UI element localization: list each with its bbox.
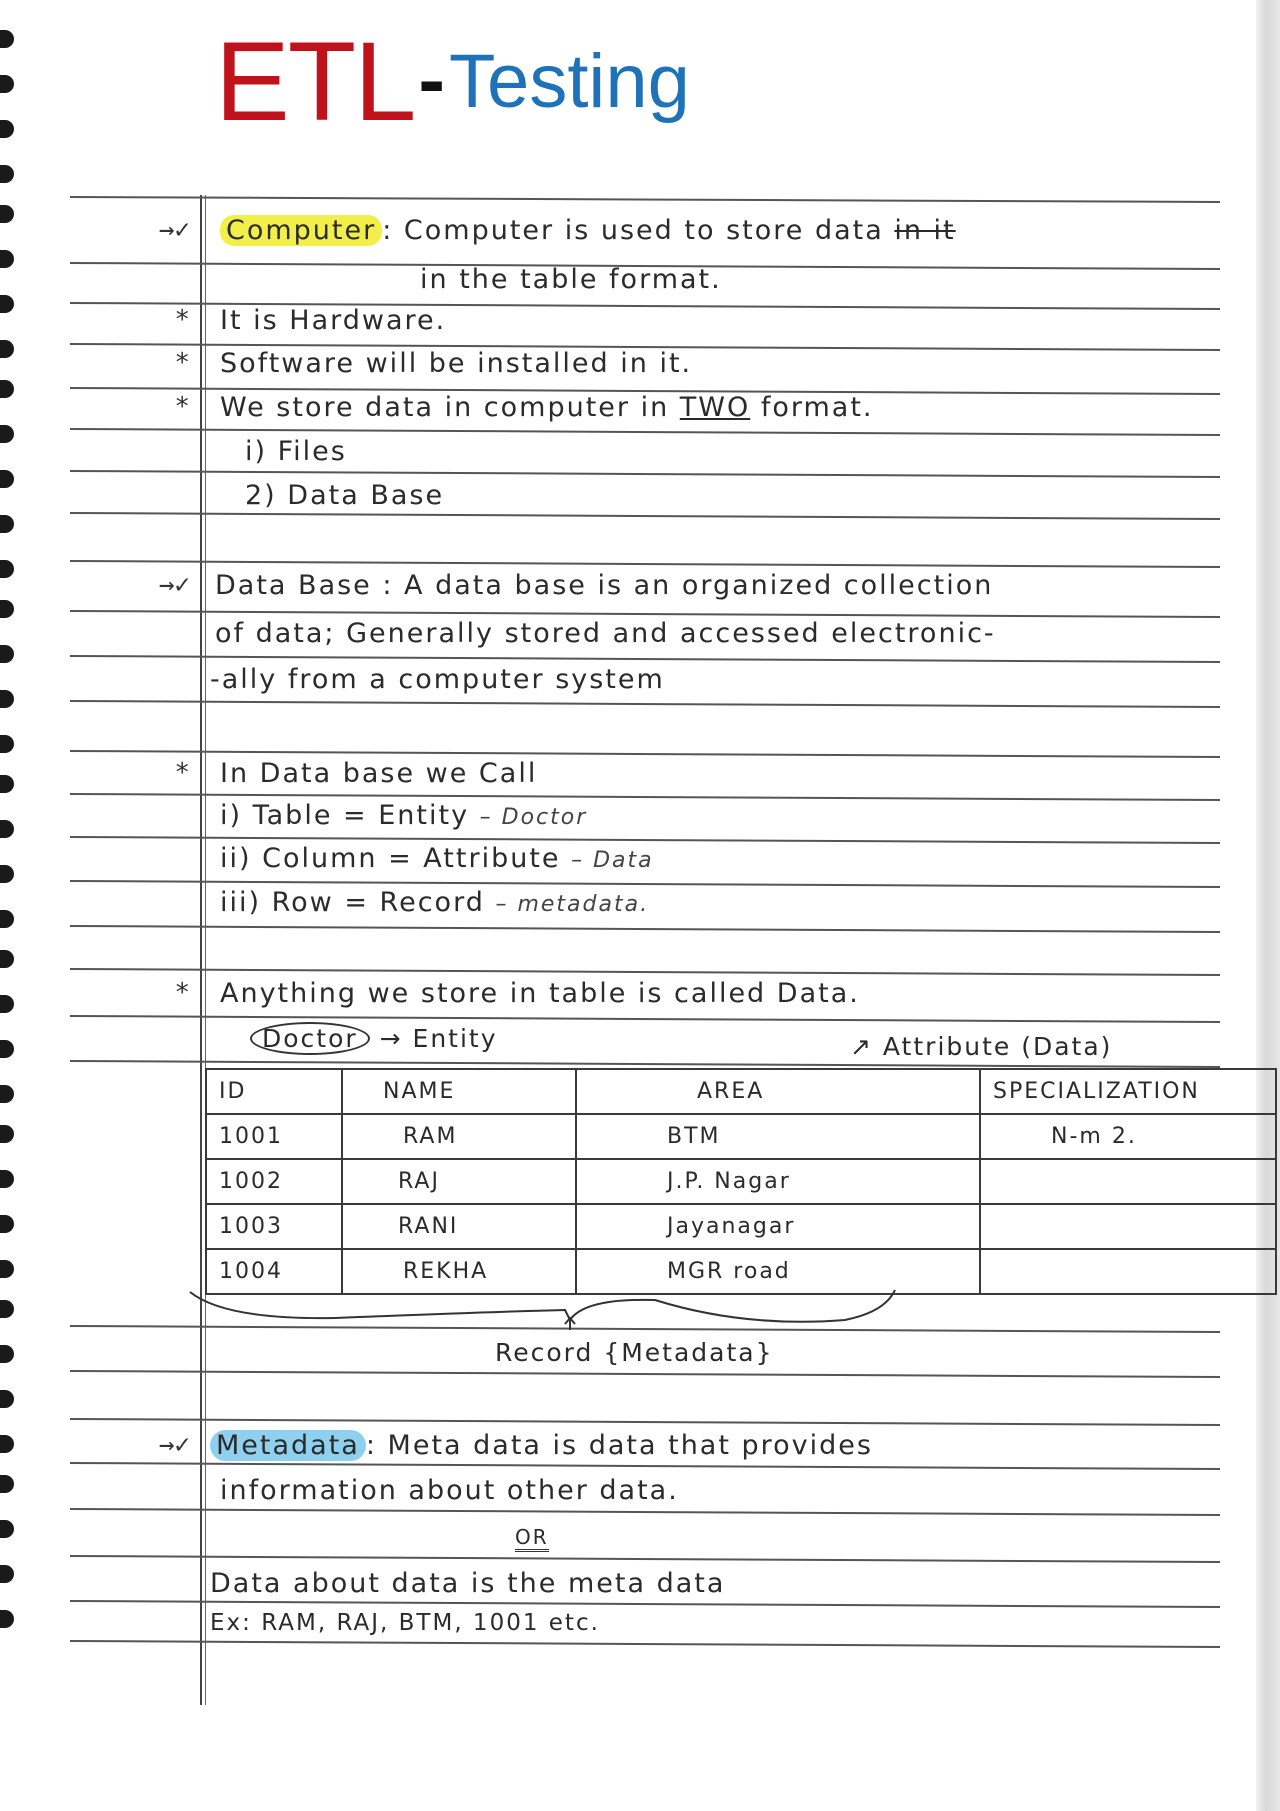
computer-definition xyxy=(0,215,1220,255)
attribute-annotation: ↗ Attribute (Data) xyxy=(850,1032,1113,1061)
term-row: iii) Row = Record – metadata. xyxy=(220,887,650,918)
binding-hole xyxy=(0,75,14,93)
cell-name: RAM xyxy=(342,1114,576,1159)
title-etl: ETL xyxy=(215,19,415,144)
binding-hole xyxy=(0,1125,14,1143)
cell-specialization: N-m 2. xyxy=(980,1114,1276,1159)
table-row xyxy=(206,1249,1276,1294)
binding-hole xyxy=(0,120,14,138)
database-definition-line3: -ally from a computer system xyxy=(210,664,665,695)
title-dash: - xyxy=(418,35,446,124)
database-definition-line2: of data; Generally stored and accessed electronic- xyxy=(215,618,996,649)
cell-id: 1004 xyxy=(206,1249,342,1294)
term-column: ii) Column = Attribute – Data xyxy=(220,843,654,874)
cell-area: MGR road xyxy=(576,1249,980,1294)
struck-text: in it xyxy=(894,215,956,246)
binding-hole xyxy=(0,165,14,183)
ruled-line xyxy=(70,560,1220,568)
binding-hole xyxy=(0,1390,14,1408)
asterisk-icon: * xyxy=(174,392,190,422)
entity-doctor: Doctor xyxy=(250,1022,370,1055)
header-area: AREA xyxy=(576,1069,980,1114)
metadata-definition: →✓ Metadata : Meta data is data that provides xyxy=(0,1430,1220,1470)
emphasis-two: TWO xyxy=(679,392,751,423)
header-specialization: SPECIALIZATION xyxy=(980,1069,1276,1114)
asterisk-icon: * xyxy=(174,305,190,335)
term-metadata: Metadata xyxy=(210,1430,366,1461)
ruled-line xyxy=(70,968,1220,976)
arrow-check-icon: →✓ xyxy=(158,570,190,600)
format-database: 2) Data Base xyxy=(245,480,445,511)
point-software: * Software will be installed in it. xyxy=(0,348,1220,388)
table-row xyxy=(206,1204,1276,1249)
cell-specialization xyxy=(980,1249,1276,1294)
metadata-alt-definition: Data about data is the meta data xyxy=(210,1568,726,1599)
entity-annotation: Doctor → Entity ↗ Attribute (Data) xyxy=(0,1022,1220,1062)
cell-area: J.P. Nagar xyxy=(576,1159,980,1204)
header-id: ID xyxy=(206,1069,342,1114)
asterisk-icon: * xyxy=(174,348,190,378)
cell-name: RAJ xyxy=(342,1159,576,1204)
point-two-formats: * We store data in computer in TWO format. xyxy=(0,392,1220,432)
binding-hole xyxy=(0,1215,14,1233)
computer-definition-text: : Computer is used to store data xyxy=(382,215,884,246)
page-edge-shadow xyxy=(1256,0,1280,1811)
asterisk-icon: * xyxy=(174,978,190,1008)
arrow-check-icon: →✓ xyxy=(158,1430,190,1460)
binding-hole xyxy=(0,1260,14,1278)
cell-area: BTM xyxy=(576,1114,980,1159)
cell-id: 1002 xyxy=(206,1159,342,1204)
cell-specialization xyxy=(980,1204,1276,1249)
record-brace-icon xyxy=(185,1290,905,1330)
computer-definition-cont: in the table format. xyxy=(420,264,722,295)
binding-hole xyxy=(0,735,14,753)
database-definition: →✓ Data Base : A data base is an organized collection xyxy=(0,570,1220,610)
ruled-line xyxy=(70,750,1220,758)
cell-id: 1001 xyxy=(206,1114,342,1159)
cell-area: Jayanagar xyxy=(576,1204,980,1249)
point-hardware: * It is Hardware. xyxy=(0,305,1220,345)
table-row xyxy=(206,1114,1276,1159)
title-testing: Testing xyxy=(449,39,690,124)
header-name: NAME xyxy=(342,1069,576,1114)
binding-hole xyxy=(0,1300,14,1318)
cell-specialization xyxy=(980,1159,1276,1204)
format-files: i) Files xyxy=(245,436,347,467)
terms-heading: * In Data base we Call xyxy=(0,758,1220,798)
binding-hole xyxy=(0,950,14,968)
cell-name: RANI xyxy=(342,1204,576,1249)
cell-id: 1003 xyxy=(206,1204,342,1249)
term-computer: Computer xyxy=(220,215,382,246)
metadata-example: Ex: RAM, RAJ, BTM, 1001 etc. xyxy=(210,1610,600,1636)
arrow-check-icon: →✓ xyxy=(158,215,190,245)
metadata-definition-line2: information about other data. xyxy=(220,1475,679,1506)
binding-hole xyxy=(0,1170,14,1188)
table-header-row xyxy=(206,1069,1276,1114)
record-label: Record {Metadata} xyxy=(495,1338,774,1367)
cell-name: REKHA xyxy=(342,1249,576,1294)
data-statement: * Anything we store in table is called Data. xyxy=(0,978,1220,1018)
ruled-line xyxy=(70,1418,1220,1426)
binding-hole xyxy=(0,1085,14,1103)
table-row xyxy=(206,1159,1276,1204)
binding-hole xyxy=(0,30,14,48)
ruled-line xyxy=(70,196,1220,203)
or-separator: OR xyxy=(0,1525,1220,1565)
asterisk-icon: * xyxy=(174,758,190,788)
page-title xyxy=(215,19,690,144)
term-table: i) Table = Entity – Doctor xyxy=(220,800,588,831)
ruled-line xyxy=(70,610,1220,618)
doctor-table xyxy=(205,1068,1277,1295)
